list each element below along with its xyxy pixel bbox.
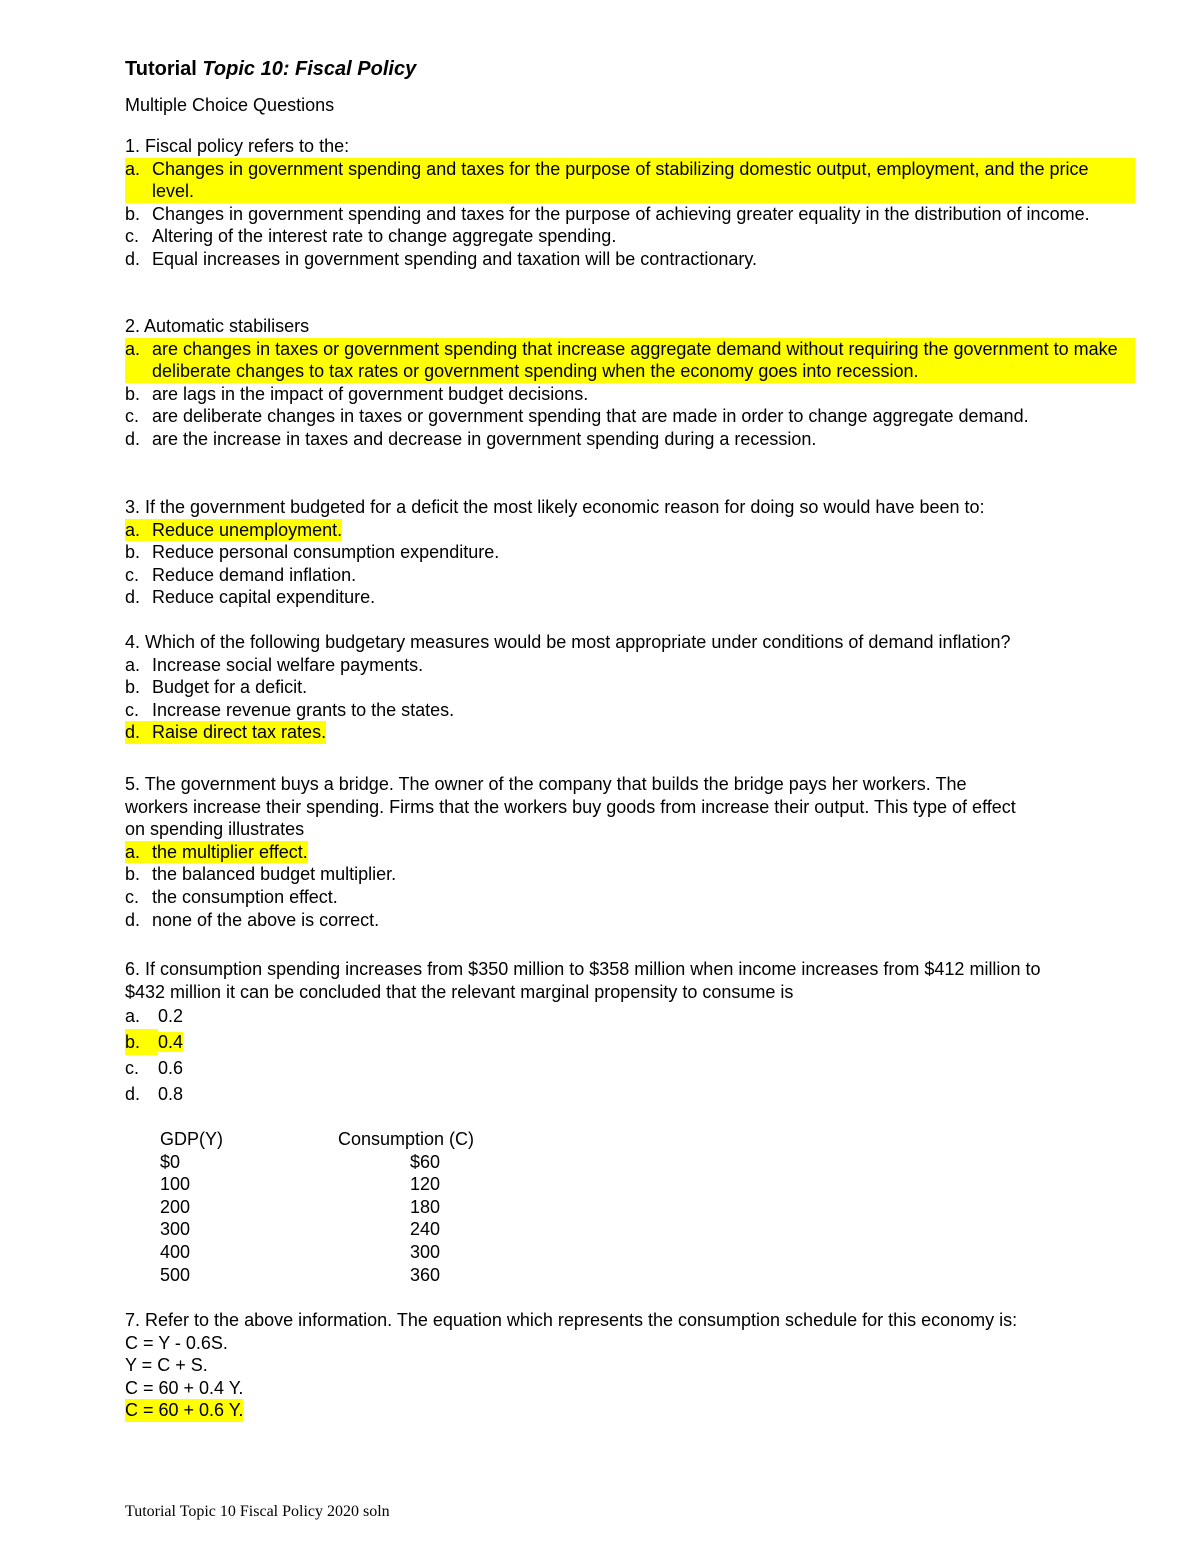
question-1 (125, 135, 1135, 271)
option-text: Equal increases in government spending and taxation will be contractionary. (152, 248, 758, 269)
answer-option-correct (125, 1029, 183, 1055)
gdp-cell: $0 (160, 1151, 181, 1172)
question-7 (125, 1309, 1135, 1422)
answer-option (125, 699, 1135, 722)
option-letter: a. (125, 158, 141, 179)
question-3 (125, 496, 1135, 609)
answer-option (125, 541, 1135, 564)
option-letter: d. (125, 428, 141, 449)
option-text: Increase social welfare payments. (152, 654, 424, 675)
option-text: 0.4 (158, 1032, 184, 1053)
answer-option (125, 428, 1135, 451)
option-text: Raise direct tax rates. (152, 722, 327, 743)
option-letter: d. (125, 909, 141, 930)
option-text: are deliberate changes in taxes or government spending that are made in order to change aggregate demand. (152, 406, 1029, 427)
answer-option: C = 60 + 0.4 Y. (125, 1377, 244, 1398)
answer-option-correct (125, 519, 342, 542)
answer-option (125, 248, 1135, 271)
question-stem: 3. If the government budgeted for a deficit the most likely economic reason for doing so would have been to: (125, 497, 985, 517)
answer-option (125, 405, 1135, 428)
question-stem-line: on spending illustrates (125, 819, 305, 840)
section-subtitle: Multiple Choice Questions (125, 95, 335, 115)
option-letter: b. (125, 203, 141, 224)
table-row (160, 1241, 560, 1264)
option-letter: c. (125, 564, 140, 585)
answer-option: Y = C + S. (125, 1355, 208, 1376)
option-letter: c. (125, 886, 140, 907)
gdp-consumption-table (160, 1128, 560, 1286)
table-row (160, 1173, 560, 1196)
question-stem: 2. Automatic stabilisers (125, 316, 310, 336)
option-letter: a. (125, 519, 141, 540)
option-letter: b. (125, 677, 141, 698)
option-letter: b. (125, 1029, 158, 1055)
option-text: Reduce personal consumption expenditure. (152, 542, 500, 563)
column-header-gdp: GDP(Y) (160, 1129, 223, 1149)
answer-option (125, 863, 1135, 886)
option-text: Altering of the interest rate to change aggregate spending. (152, 226, 617, 247)
option-text: 0.2 (158, 1006, 184, 1027)
consumption-cell: 120 (409, 1174, 440, 1195)
option-letter: b. (125, 542, 141, 563)
option-text: 0.8 (158, 1084, 184, 1105)
answer-option (125, 1081, 1135, 1107)
option-text: are lags in the impact of government budget decisions. (152, 383, 589, 404)
question-4 (125, 631, 1135, 744)
question-stem-line: 5. The government buys a bridge. The owner of the company that builds the bridge pays her workers. The (125, 774, 967, 794)
option-letter: a. (125, 654, 141, 675)
option-letter: a. (125, 338, 141, 359)
option-text: Changes in government spending and taxes for the purpose of achieving greater equality in the distribution of income. (152, 203, 1090, 224)
gdp-cell: 100 (160, 1174, 191, 1195)
table-row (160, 1151, 560, 1174)
gdp-cell: 300 (160, 1219, 191, 1240)
answer-option (125, 383, 1135, 406)
table-row (160, 1196, 560, 1219)
answer-option (125, 564, 1135, 587)
option-text: the balanced budget multiplier. (152, 864, 397, 885)
question-stem: 4. Which of the following budgetary measures would be most appropriate under conditions of demand inflation? (125, 632, 1011, 652)
question-5 (125, 773, 1135, 931)
option-text: are changes in taxes or government spending that increase aggregate demand without requiring the government to make deliberate changes to tax rates or government spending when the economy goes into recession. (152, 338, 1118, 382)
option-letter: c. (125, 226, 140, 247)
question-6 (125, 958, 1135, 1107)
question-stem: 1. Fiscal policy refers to the: (125, 136, 350, 156)
option-text: Reduce capital expenditure. (152, 587, 376, 608)
option-text: Increase revenue grants to the states. (152, 699, 455, 720)
answer-option (125, 1055, 1135, 1081)
option-text: Reduce demand inflation. (152, 564, 357, 585)
answer-option (125, 676, 1135, 699)
option-text: Budget for a deficit. (152, 677, 308, 698)
consumption-cell: 300 (409, 1241, 440, 1262)
answer-option (125, 886, 1135, 909)
option-letter: a. (125, 841, 141, 862)
table-row (160, 1218, 560, 1241)
option-text: the multiplier effect. (152, 841, 308, 862)
option-letter: c. (125, 1058, 140, 1079)
answer-option-correct: C = 60 + 0.6 Y. (125, 1400, 244, 1421)
consumption-cell: 240 (409, 1219, 440, 1240)
option-text: none of the above is correct. (152, 909, 380, 930)
answer-option (125, 654, 1135, 677)
answer-option-correct (125, 158, 1135, 203)
page-title (125, 58, 416, 81)
question-stem-line: $432 million it can be concluded that the relevant marginal propensity to consume is (125, 981, 794, 1002)
question-stem-line: 6. If consumption spending increases from $350 million to $358 million when income increases from $412 million to (125, 959, 1041, 979)
option-letter: d. (125, 248, 141, 269)
option-letter: b. (125, 383, 141, 404)
answer-option (125, 909, 1135, 932)
answer-option (125, 1003, 1135, 1029)
option-text: 0.6 (158, 1058, 184, 1079)
answer-option-correct (125, 841, 308, 864)
option-text: Reduce unemployment. (152, 519, 343, 540)
question-stem: 7. Refer to the above information. The equation which represents the consumption schedule for this economy is: (125, 1310, 1018, 1330)
table-header-row (160, 1128, 560, 1151)
option-text: Changes in government spending and taxes for the purpose of stabilizing domestic output, employment, and the price level. (152, 158, 1089, 202)
page-footer: Tutorial Topic 10 Fiscal Policy 2020 soln (125, 1503, 390, 1520)
answer-option (125, 225, 1135, 248)
answer-option-correct (125, 338, 1135, 383)
consumption-cell: 360 (409, 1264, 440, 1285)
title-prefix: Tutorial (125, 58, 197, 80)
answer-option: C = Y - 0.6S. (125, 1332, 228, 1353)
option-letter: a. (125, 1006, 141, 1027)
question-stem-line: workers increase their spending. Firms that the workers buy goods from increase their output. This type of effect (125, 796, 1016, 817)
option-letter: c. (125, 406, 140, 427)
table-row (160, 1264, 560, 1287)
consumption-cell: 180 (409, 1196, 440, 1217)
option-letter: d. (125, 722, 141, 743)
option-text: are the increase in taxes and decrease in government spending during a recession. (152, 428, 817, 449)
option-text: the consumption effect. (152, 886, 338, 907)
option-letter: c. (125, 699, 140, 720)
consumption-cell: $60 (409, 1151, 440, 1172)
gdp-cell: 400 (160, 1241, 191, 1262)
title-topic: Topic 10: Fiscal Policy (202, 58, 417, 80)
option-letter: d. (125, 587, 141, 608)
column-header-consumption: Consumption (C) (338, 1129, 475, 1149)
gdp-cell: 200 (160, 1196, 191, 1217)
option-letter: d. (125, 1084, 141, 1105)
question-2 (125, 315, 1135, 451)
option-letter: b. (125, 864, 141, 885)
answer-option (125, 203, 1135, 226)
answer-option-correct (125, 721, 326, 744)
answer-option (125, 586, 1135, 609)
gdp-cell: 500 (160, 1264, 191, 1285)
